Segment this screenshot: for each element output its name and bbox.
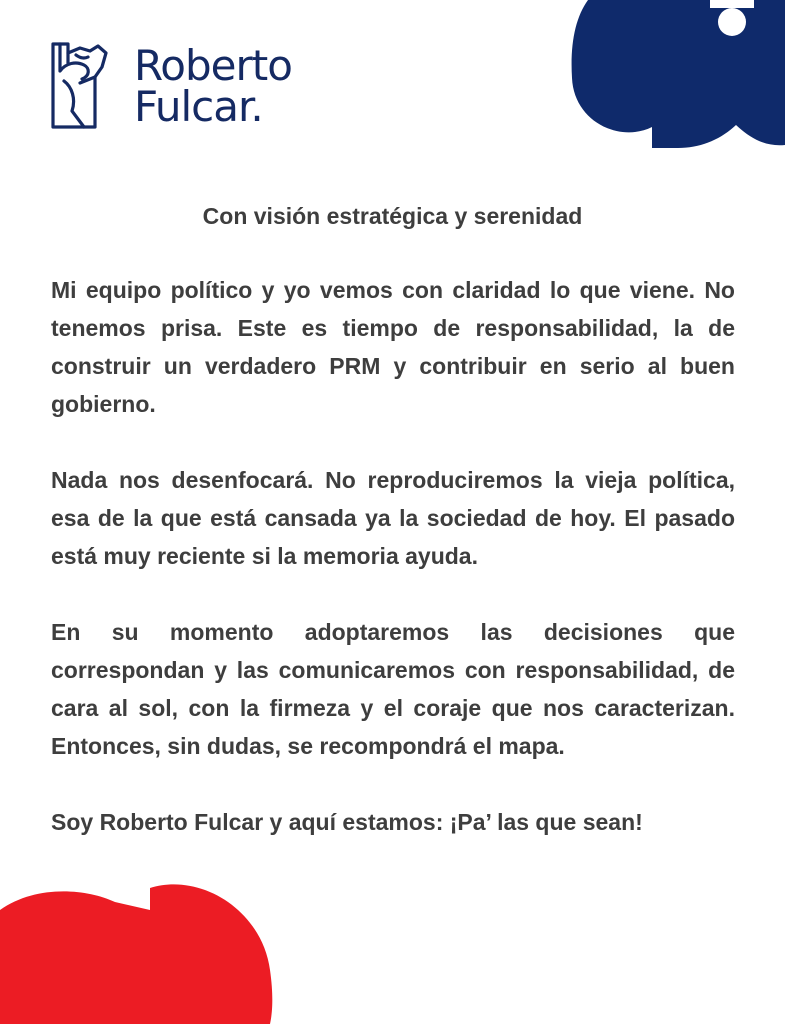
paragraph-3: En su momento adoptaremos las decisiones que correspondan y las comunicaremos con responsabilidad, de cara al sol, con la firmeza y el coraje que nos caracterizan. Entonces, sin dudas, se recompondrá el mapa. [51, 619, 735, 759]
paragraph-2: Nada nos desenfocará. No reproduciremos la vieja política, esa de la que está cansada ya la sociedad de hoy. El pasado está muy reciente si la memoria ayuda. [51, 467, 735, 569]
letter-title: Con visión estratégica y serenidad [202, 203, 583, 229]
paragraph-1: Mi equipo político y yo vemos con claridad lo que viene. No tenemos prisa. Este es tiempo de responsabilidad, la de construir un verdadero PRM y contribuir en serio al buen gobierno. [51, 277, 735, 417]
logo-wordmark [134, 41, 292, 131]
red-heart-decoration [0, 880, 280, 1024]
closing-line: Soy Roberto Fulcar y aquí estamos: ¡Pa’ las que sean! [51, 809, 643, 835]
clasped-hands-icon [50, 41, 108, 131]
logo-line-2: Fulcar. [134, 82, 263, 131]
letter-body [51, 271, 735, 879]
logo [50, 40, 292, 132]
navy-heart-decoration [560, 0, 785, 150]
logo-line-1: Roberto [134, 41, 292, 90]
